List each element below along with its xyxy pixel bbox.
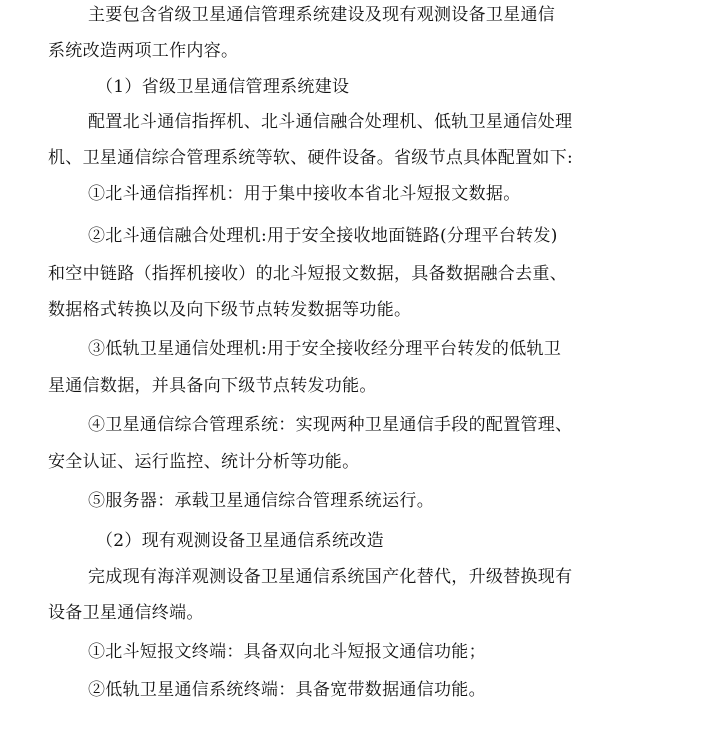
- section1-item-2-line-1: ②北斗通信融合处理机:用于安全接收地面链路(分理平台转发): [88, 226, 558, 246]
- section1-para-line-1: 配置北斗通信指挥机、北斗通信融合处理机、低轨卫星通信处理: [88, 112, 573, 132]
- section1-item-4-line-2: 安全认证、运行监控、统计分析等功能。: [48, 452, 360, 472]
- section1-item-5: ⑤服务器：承载卫星通信综合管理系统运行。: [88, 491, 434, 511]
- intro-line-2: 系统改造两项工作内容。: [48, 41, 239, 61]
- section1-item-2-line-3: 数据格式转换以及向下级节点转发数据等功能。: [48, 300, 412, 320]
- section1-item-2-line-2: 和空中链路（指挥机接收）的北斗短报文数据，具备数据融合去重、: [48, 264, 567, 284]
- section1-item-3-line-2: 星通信数据，并具备向下级节点转发功能。: [48, 376, 377, 396]
- section2-item-2: ②低轨卫星通信系统终端：具备宽带数据通信功能。: [88, 680, 486, 700]
- section2-para-line-2: 设备卫星通信终端。: [48, 603, 204, 623]
- intro-line-1: 主要包含省级卫星通信管理系统建设及现有观测设备卫星通信: [88, 5, 556, 25]
- section1-item-3-line-1: ③低轨卫星通信处理机:用于安全接收经分理平台转发的低轨卫: [88, 339, 562, 359]
- section2-para-line-1: 完成现有海洋观测设备卫星通信系统国产化替代，升级替换现有: [88, 567, 573, 587]
- section2-item-1: ①北斗短报文终端：具备双向北斗短报文通信功能；: [88, 642, 486, 662]
- section1-heading: （1）省级卫星通信管理系统建设: [96, 77, 350, 97]
- section1-para-line-2: 机、卫星通信综合管理系统等软、硬件设备。省级节点具体配置如下:: [48, 148, 574, 168]
- section2-heading: （2）现有观测设备卫星通信系统改造: [96, 531, 384, 551]
- section1-item-4-line-1: ④卫星通信综合管理系统：实现两种卫星通信手段的配置管理、: [88, 415, 573, 435]
- section1-item-1: ①北斗通信指挥机：用于集中接收本省北斗短报文数据。: [88, 184, 521, 204]
